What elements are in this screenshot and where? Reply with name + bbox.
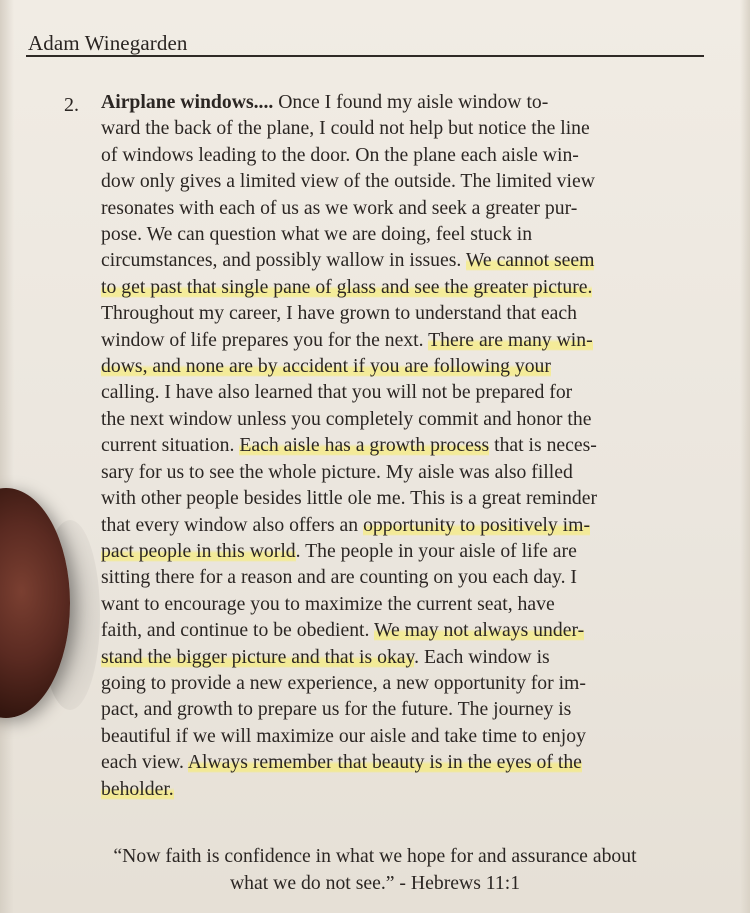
text-segment: current situation.	[101, 434, 240, 457]
text-line	[101, 538, 711, 564]
text-line	[101, 749, 711, 775]
highlighted-text: stand the bigger picture and that is okay	[101, 645, 415, 668]
text-segment: each view.	[101, 751, 188, 774]
highlighted-text: We cannot seem	[465, 249, 595, 272]
text-segment: . Each window is	[414, 645, 550, 668]
highlighted-text: beholder.	[101, 777, 174, 800]
text-segment: going to provide a new experience, a new opportunity for im-	[101, 671, 586, 694]
text-segment: Throughout my career, I have grown to understand that each	[101, 302, 577, 325]
paragraph-airplane-windows	[101, 89, 711, 802]
text-segment: dow only gives a limited view of the outside. The limited view	[101, 170, 595, 193]
text-line	[101, 247, 711, 273]
text-line	[101, 512, 711, 538]
text-line	[101, 432, 711, 458]
text-segment: circumstances, and possibly wallow in issues.	[101, 249, 466, 272]
text-line	[101, 195, 711, 221]
text-line	[101, 406, 711, 432]
highlighted-text: to get past that single pane of glass and see the greater picture.	[101, 275, 593, 298]
text-line	[101, 485, 711, 511]
scripture-quote	[40, 843, 710, 896]
text-line	[101, 300, 711, 326]
text-segment: want to encourage you to maximize the current seat, have	[101, 592, 555, 615]
item-heading: Airplane windows....	[101, 91, 274, 113]
header-rule	[26, 55, 704, 57]
text-segment: faith, and continue to be obedient.	[101, 619, 375, 642]
text-segment: that every window also offers an	[101, 513, 364, 536]
page-edge-right	[740, 0, 750, 913]
text-line	[101, 115, 711, 141]
text-line	[101, 353, 711, 379]
text-segment: sitting there for a reason and are counting on you each day. I	[101, 566, 577, 589]
highlighted-text: dows, and none are by accident if you are following your	[101, 355, 551, 378]
highlighted-text: Each aisle has a growth process	[239, 434, 490, 457]
list-item-number: 2.	[64, 94, 79, 116]
text-line	[101, 564, 711, 590]
text-line	[101, 459, 711, 485]
text-line	[101, 327, 711, 353]
text-segment: pose. We can question what we are doing, feel stuck in	[101, 223, 533, 246]
text-line	[101, 644, 711, 670]
quote-line-1: “Now faith is confidence in what we hope for and assurance about	[113, 845, 637, 867]
text-line	[101, 89, 711, 115]
running-head-author: Adam Winegarden	[28, 31, 188, 55]
highlighted-text: Always remember that beauty is in the eyes of the	[187, 751, 582, 774]
text-line	[101, 142, 711, 168]
text-line	[101, 221, 711, 247]
page-edge-left	[0, 0, 14, 913]
text-segment: the next window unless you completely commit and honor the	[101, 407, 592, 430]
text-segment: . The people in your aisle of life are	[295, 539, 577, 562]
highlighted-text: We may not always under-	[374, 619, 585, 642]
text-line	[101, 274, 711, 300]
text-segment: ward the back of the plane, I could not help but notice the line	[101, 117, 590, 140]
text-segment: calling. I have also learned that you will not be prepared for	[101, 381, 573, 404]
text-segment: sary for us to see the whole picture. My aisle was also filled	[101, 460, 573, 483]
quote-line-2: what we do not see.” - Hebrews 11:1	[229, 871, 521, 894]
text-line	[101, 591, 711, 617]
text-line	[101, 723, 711, 749]
text-segment: of windows leading to the door. On the plane each aisle win-	[101, 143, 579, 166]
text-segment: pact, and growth to prepare us for the future. The journey is	[101, 698, 572, 721]
highlighted-text: There are many win-	[428, 328, 593, 351]
text-line	[101, 379, 711, 405]
text-segment: beautiful if we will maximize our aisle and take time to enjoy	[101, 724, 586, 747]
text-line	[101, 776, 711, 802]
text-line	[101, 168, 711, 194]
text-segment: resonates with each of us as we work and seek a greater pur-	[101, 196, 578, 219]
text-segment: window of life prepares you for the next.	[101, 328, 429, 351]
highlighted-text: pact people in this world	[101, 539, 296, 562]
text-segment: that is neces-	[489, 434, 597, 457]
text-segment: with other people besides little ole me. This is a great reminder	[101, 487, 598, 510]
text-segment: Once I found my aisle window to-	[273, 91, 549, 113]
text-line	[101, 670, 711, 696]
text-line	[101, 696, 711, 722]
text-line	[101, 617, 711, 643]
highlighted-text: opportunity to positively im-	[363, 513, 591, 536]
